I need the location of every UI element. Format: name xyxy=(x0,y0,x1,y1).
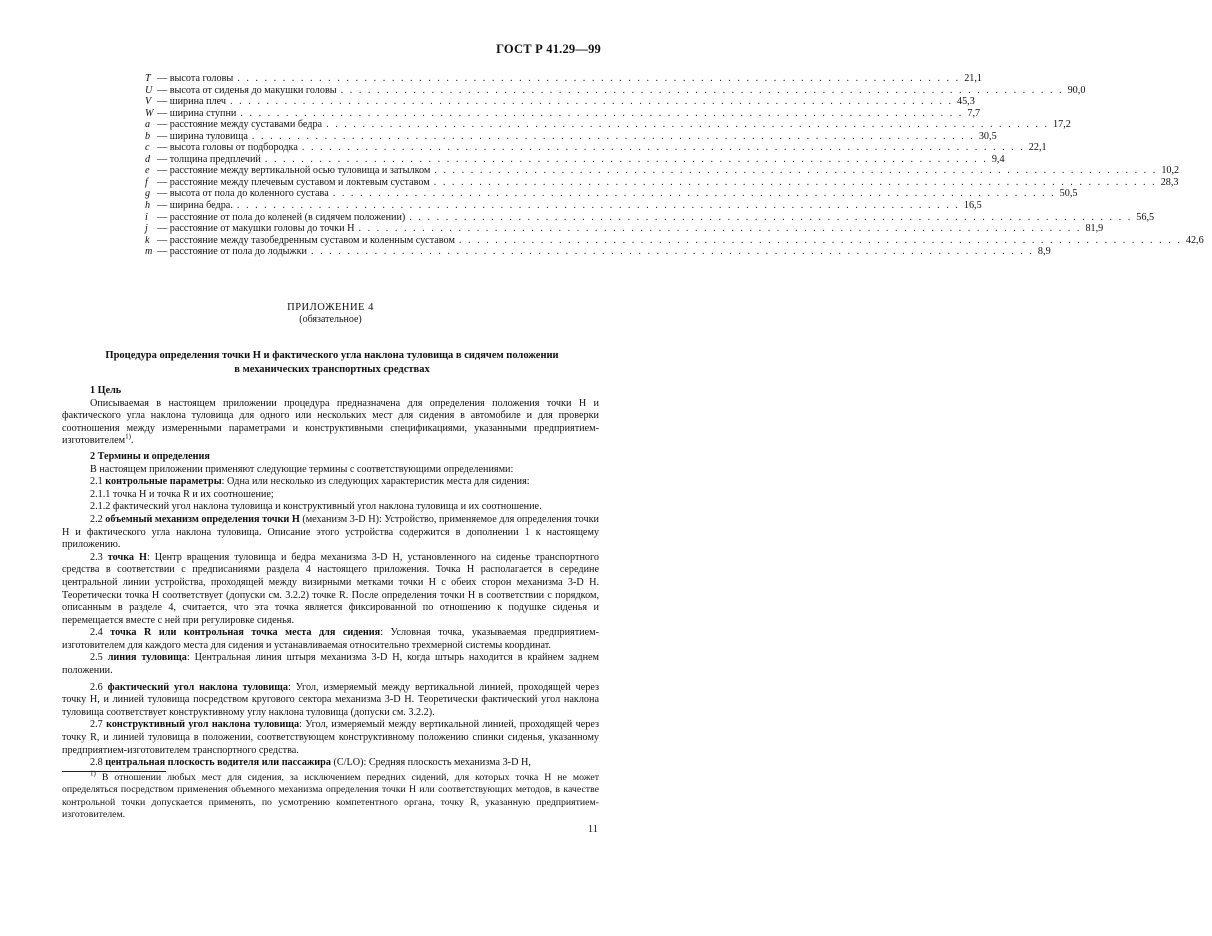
parameter-symbol: W xyxy=(145,107,154,119)
dot-leader: . . . . . . . . . . . . . . . . . . . . . . . . . . . . . . . . . . . . . . . . . . . . . . . . . . . . . . . . . . . . . . . . . . . . . . . . . . . . . . . . xyxy=(301,142,1025,154)
dot-leader: . . . . . . . . . . . . . . . . . . . . . . . . . . . . . . . . . . . . . . . . . . . . . . . . . . . . . . . . . . . . . . . . . . . . . . . . . . . . . . . . xyxy=(326,119,1050,131)
page-number: 11 xyxy=(587,824,598,835)
parameter-description: — расстояние между суставами бедра xyxy=(157,119,323,131)
parameter-description: — расстояние от пола до лодыжки xyxy=(157,246,307,258)
dot-leader: . . . . . . . . . . . . . . . . . . . . . . . . . . . . . . . . . . . . . . . . . . . . . . . . . . . . . . . . . . . . . . . . . . . . . . . . . . . . . . . . xyxy=(240,107,964,119)
dot-leader: . . . . . . . . . . . . . . . . . . . . . . . . . . . . . . . . . . . . . . . . . . . . . . . . . . . . . . . . . . . . . . . . . . . . . . . . . . . . . . . . xyxy=(310,246,1034,258)
parameter-row xyxy=(145,223,1104,235)
section-2-heading: 2 Термины и определения xyxy=(90,450,210,462)
dot-leader: . . . . . . . . . . . . . . . . . . . . . . . . . . . . . . . . . . . . . . . . . . . . . . . . . . . . . . . . . . . . . . . . . . . . . . . . . . . . . . . . xyxy=(237,73,961,84)
parameter-description: — высота от пола до коленного сустава xyxy=(157,188,329,200)
parameter-row xyxy=(145,153,1005,166)
section-2-intro: В настоящем приложении применяют следующие термины с соответствующими определениями: xyxy=(90,463,514,475)
dot-leader: . . . . . . . . . . . . . . . . . . . . . . . . . . . . . . . . . . . . . . . . . . . . . . . . . . . . . . . . . . . . . . . . . . . . . . . . . . . . . . . . xyxy=(409,211,1133,223)
document-body xyxy=(62,385,599,770)
parameter-description: — ширина ступни xyxy=(157,107,237,119)
parameter-value: 45,3 xyxy=(956,96,975,108)
footnote-reference: 1) xyxy=(125,432,131,441)
parameter-value: 90,0 xyxy=(1067,84,1086,96)
appendix-status: (обязательное) xyxy=(299,314,362,325)
parameter-value: 9,4 xyxy=(991,153,1005,165)
parameter-symbol: U xyxy=(145,84,153,96)
dot-leader: . . . . . . . . . . . . . . . . . . . . . . . . . . . . . . . . . . . . . . . . . . . . . . . . . . . . . . . . . . . . . . . . . . . . . . . . . . . . . . . . xyxy=(236,200,960,212)
parameter-symbol: a xyxy=(145,119,151,131)
procedure-title xyxy=(62,349,602,377)
parameter-symbol: T xyxy=(145,73,151,84)
parameter-description: — высота головы от подбородка xyxy=(157,142,298,154)
footnote-mark: 1) xyxy=(90,769,96,778)
parameter-row xyxy=(145,130,997,143)
parameter-row xyxy=(145,96,975,108)
parameter-description: — высота головы xyxy=(157,73,234,84)
parameter-symbol: k xyxy=(145,234,150,246)
clause-2-1: 2.1 контрольные параметры: Одна или несколько из следующих характеристик места для сидения: xyxy=(90,476,530,488)
parameter-row xyxy=(145,200,982,212)
parameter-value: 50,5 xyxy=(1059,188,1078,200)
footnote xyxy=(62,769,599,821)
parameter-row xyxy=(145,165,1180,177)
clause-2-7: 2.7 конструктивный угол наклона туловища: Угол, измеряемый между вертикальной линией, проходящей через точку R, и линией туловища в положении, соответствующем конструктивному положению спинки сиденья, указанному предприятием-изготовителем транспортного средства. xyxy=(62,719,599,756)
parameter-value: 16,5 xyxy=(963,200,982,212)
parameter-description: — ширина туловища xyxy=(157,130,248,142)
parameter-value: 8,9 xyxy=(1037,246,1051,258)
parameter-row xyxy=(145,234,1204,247)
parameter-value: 22,1 xyxy=(1028,142,1047,154)
parameter-description: — толщина предплечий xyxy=(157,153,261,165)
appendix-heading xyxy=(0,302,661,325)
clause-2-4: 2.4 точка R или контрольная точка места для сидения: Условная точка, указываемая предприятием-изготовителем для каждого места для сидения и устанавливаемая относительно трехмерной системы координат. xyxy=(62,627,599,651)
parameter-value: 81,9 xyxy=(1085,223,1104,235)
parameter-row xyxy=(145,142,1047,154)
parameter-row xyxy=(145,246,1051,258)
parameter-value: 10,2 xyxy=(1161,165,1180,177)
footnote-text: В отношении любых мест для сидения, за исключением передних сидений, для которых точка H не может определяться посредством применения объемного механизма определения точки H или соответствующих методов, в качестве контрольной точки допускается применять, по усмотрению компетентного органа, точку R, указанную предприятием-изготовителем. xyxy=(62,772,599,820)
parameter-symbol: j xyxy=(145,223,148,235)
parameter-row xyxy=(145,107,981,120)
parameter-value: 42,6 xyxy=(1185,234,1204,246)
dot-leader: . . . . . . . . . . . . . . . . . . . . . . . . . . . . . . . . . . . . . . . . . . . . . . . . . . . . . . . . . . . . . . . . . . . . . . . . . . . . . . . . xyxy=(340,84,1064,96)
section-1-text: Описываемая в настоящем приложении процедура предназначена для определения положения точки H и фактического угла наклона туловища для одного или нескольких мест для сидения в автомобиле и для проверки соотношения между измеренными параметрами и конструктивными спецификациями, указанными предприятием-изготовителем$^{1)}$. xyxy=(62,397,599,447)
dot-leader: . . . . . . . . . . . . . . . . . . . . . . . . . . . . . . . . . . . . . . . . . . . . . . . . . . . . . . . . . . . . . . . . . . . . . . . . . . . . . . . . xyxy=(358,223,1082,235)
appendix-label: ПРИЛОЖЕНИЕ 4 xyxy=(287,302,374,313)
parameter-description: — расстояние от макушки головы до точки H xyxy=(157,223,355,235)
parameter-value: 17,2 xyxy=(1053,119,1071,131)
dot-leader: . . . . . . . . . . . . . . . . . . . . . . . . . . . . . . . . . . . . . . . . . . . . . . . . . . . . . . . . . . . . . . . . . . . . . . . . . . . . . . . . xyxy=(264,153,988,165)
parameter-symbol: c xyxy=(145,142,150,154)
parameter-row xyxy=(145,176,1179,189)
parameter-row xyxy=(145,188,1078,200)
procedure-title-line-2: в механических транспортных средствах xyxy=(234,364,430,375)
dot-leader: . . . . . . . . . . . . . . . . . . . . . . . . . . . . . . . . . . . . . . . . . . . . . . . . . . . . . . . . . . . . . . . . . . . . . . . . . . . . . . . . xyxy=(458,234,1182,246)
parameter-description: — расстояние от пола до коленей (в сидячем положении) xyxy=(157,211,406,223)
dot-leader: . . . . . . . . . . . . . . . . . . . . . . . . . . . . . . . . . . . . . . . . . . . . . . . . . . . . . . . . . . . . . . . . . . . . . . . . . . . . . . . . xyxy=(251,130,975,142)
parameter-symbol: e xyxy=(145,165,150,177)
parameter-value: 56,5 xyxy=(1136,211,1155,223)
parameter-description: — высота от сиденья до макушки головы xyxy=(157,84,337,96)
parameter-row xyxy=(145,119,1071,131)
section-1-heading: 1 Цель xyxy=(90,385,122,396)
clause-2-1-2: 2.1.2 фактический угол наклона туловища и конструктивный угол наклона туловища и их соотношение. xyxy=(90,501,542,513)
parameter-symbol: V xyxy=(145,96,152,108)
parameter-symbol: g xyxy=(145,188,151,200)
parameter-symbol: h xyxy=(145,200,151,212)
parameter-symbol: i xyxy=(145,211,148,223)
clause-2-2: 2.2 объемный механизм определения точки H (механизм 3-D H): Устройство, применяемое для определения точки H и фактического угла наклона туловища. Описание этого устройства содержится в дополнении 1 к настоящему приложению. xyxy=(62,513,599,551)
clause-2-3: 2.3 точка H: Центр вращения туловища и бедра механизма 3-D H, установленного на сиденье транспортного средства в соответствии с предписаниями раздела 4 настоящего приложения. Точка H располагается в середине центральной линии устройства, проходящей между визирными метками точки H с обеих сторон механизма 3-D H. Теоретически точка H соответствует (допуски см. 3.2.2) точке R. После определения точки H в соответствии с порядком, описанным в разделе 4, считается, что эта точка является фиксированной по отношению к подушке сиденья и перемещается вместе с ней при регулировке сиденья. xyxy=(62,551,600,626)
parameter-symbol: m xyxy=(145,246,153,258)
standard-code-header: ГОСТ Р 41.29—99 xyxy=(496,42,601,56)
parameter-description: — ширина бедра. xyxy=(157,200,233,212)
dot-leader: . . . . . . . . . . . . . . . . . . . . . . . . . . . . . . . . . . . . . . . . . . . . . . . . . . . . . . . . . . . . . . . . . . . . . . . . . . . . . . . . xyxy=(230,96,953,108)
parameter-value: 30,5 xyxy=(978,130,997,142)
dot-leader: . . . . . . . . . . . . . . . . . . . . . . . . . . . . . . . . . . . . . . . . . . . . . . . . . . . . . . . . . . . . . . . . . . . . . . . . . . . . . . . . xyxy=(434,165,1158,177)
parameter-description: — расстояние между плечевым суставом и локтевым суставом xyxy=(157,176,430,188)
procedure-title-line-1: Процедура определения точки H и фактического угла наклона туловища в сидячем положении xyxy=(105,350,559,361)
parameter-description: — расстояние между тазобедренным суставом и коленным суставом xyxy=(157,234,455,246)
parameters-list xyxy=(145,73,1204,258)
clause-2-6: 2.6 фактический угол наклона туловища: Угол, измеряемый между вертикальной линией, проходящей через точку H, и линией туловища посредством кругового сектора механизма 3-D H. Теоретически фактический угол наклона туловища соответствует конструктивному углу наклона туловища (допуски см. 3.2.2). xyxy=(62,681,599,718)
parameter-row xyxy=(145,211,1155,224)
dot-leader: . . . . . . . . . . . . . . . . . . . . . . . . . . . . . . . . . . . . . . . . . . . . . . . . . . . . . . . . . . . . . . . . . . . . . . . . . . . . . . . . xyxy=(433,176,1157,188)
clause-2-1-1: 2.1.1 точка H и точка R и их соотношение; xyxy=(90,488,274,500)
parameter-value: 7,7 xyxy=(967,107,981,119)
clause-2-8: 2.8 центральная плоскость водителя или пассажира (C/LO): Средняя плоскость механизма 3-D H, xyxy=(90,757,531,769)
parameter-row xyxy=(145,73,983,85)
parameter-value: 28,3 xyxy=(1160,176,1179,188)
parameter-description: — ширина плеч xyxy=(157,96,227,108)
parameter-symbol: f xyxy=(145,176,148,188)
parameter-symbol: b xyxy=(145,130,151,142)
clause-2-5: 2.5 линия туловища: Центральная линия штыря механизма 3-D H, когда штырь находится в крайнем заднем положении. xyxy=(62,652,600,677)
parameter-symbol: d xyxy=(145,153,151,165)
parameter-description: — расстояние между вертикальной осью туловища и затылком xyxy=(157,165,431,177)
parameter-row xyxy=(145,84,1086,97)
parameter-value: 21,1 xyxy=(964,73,983,84)
dot-leader: . . . . . . . . . . . . . . . . . . . . . . . . . . . . . . . . . . . . . . . . . . . . . . . . . . . . . . . . . . . . . . . . . . . . . . . . . . . . . . . . xyxy=(332,188,1056,200)
